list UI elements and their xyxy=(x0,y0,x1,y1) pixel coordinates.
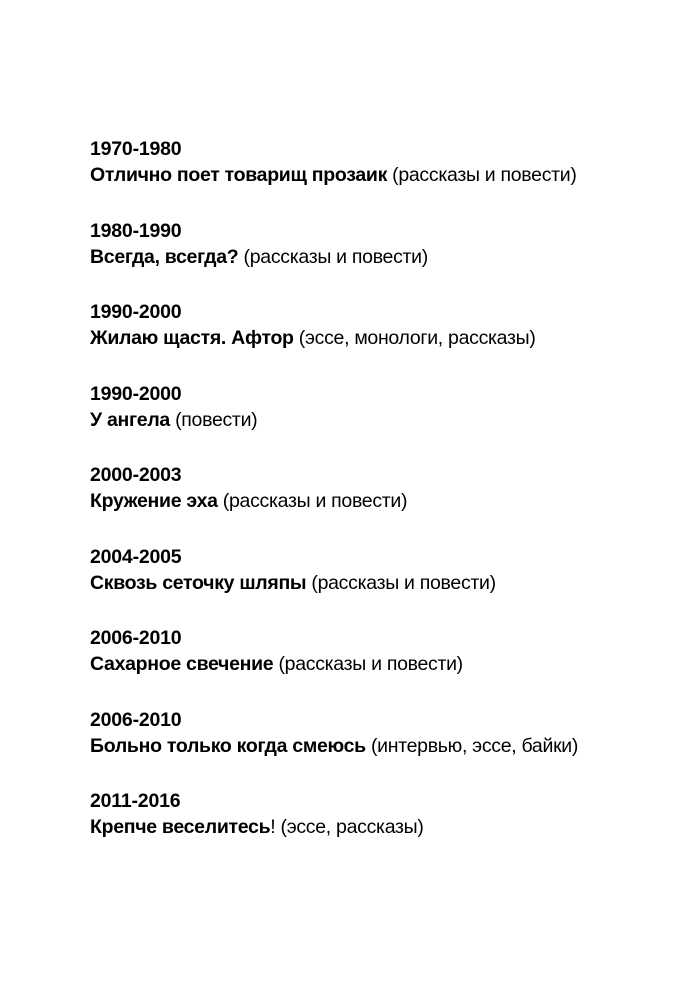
bibliography-entry xyxy=(90,707,680,789)
entry-years: 2006-2010 xyxy=(90,627,182,649)
bibliography-entry xyxy=(90,218,680,300)
bibliography-list xyxy=(90,136,680,870)
entry-years: 2000-2003 xyxy=(90,464,182,486)
entry-title: Всегда, всегда? xyxy=(90,245,239,268)
entry-work xyxy=(90,162,680,188)
entry-genre: (рассказы и повести) xyxy=(306,571,496,594)
entry-genre: (повести) xyxy=(169,408,258,431)
bibliography-entry xyxy=(90,299,680,381)
bibliography-entry xyxy=(90,462,680,544)
entry-years: 1970-1980 xyxy=(90,138,182,160)
entry-title: Больно только когда смеюсь xyxy=(90,734,366,757)
entry-title: Отлично поет товарищ прозаик xyxy=(90,164,388,186)
entry-genre: (рассказы и повести) xyxy=(387,164,577,186)
entry-years: 2006-2010 xyxy=(90,708,182,731)
entry-work xyxy=(90,407,680,433)
entry-work xyxy=(90,325,680,351)
entry-genre: (рассказы и повести) xyxy=(273,653,463,675)
bibliography-entry xyxy=(90,544,680,626)
entry-genre: (интервью, эссе, байки) xyxy=(365,734,579,757)
bibliography-entry xyxy=(90,381,680,463)
bibliography-entry xyxy=(90,788,680,870)
entry-genre: (эссе, монологи, рассказы) xyxy=(293,327,536,349)
entry-years: 2004-2005 xyxy=(90,545,182,568)
entry-work xyxy=(90,651,680,677)
bibliography-entry xyxy=(90,625,680,707)
entry-years: 2011-2016 xyxy=(90,790,181,812)
entry-years: 1990-2000 xyxy=(90,382,182,405)
entry-genre: (рассказы и повести) xyxy=(217,490,408,512)
entry-title: Кружение эха xyxy=(90,490,218,512)
entry-genre: (рассказы и повести) xyxy=(238,245,428,268)
entry-work xyxy=(90,814,680,840)
entry-genre: ! (эссе, рассказы) xyxy=(270,816,424,838)
entry-title: У ангела xyxy=(90,408,170,431)
entry-work xyxy=(90,733,680,759)
entry-work xyxy=(90,570,680,596)
bibliography-entry xyxy=(90,136,680,218)
entry-title: Сквозь сеточку шляпы xyxy=(90,571,307,594)
entry-work xyxy=(90,244,680,270)
entry-title: Жилаю щастя. Афтор xyxy=(90,327,294,349)
entry-years: 1980-1990 xyxy=(90,219,182,242)
entry-work xyxy=(90,488,680,514)
entry-title: Крепче веселитесь xyxy=(90,816,271,838)
entry-years: 1990-2000 xyxy=(90,301,182,323)
entry-title: Сахарное свечение xyxy=(90,653,274,675)
